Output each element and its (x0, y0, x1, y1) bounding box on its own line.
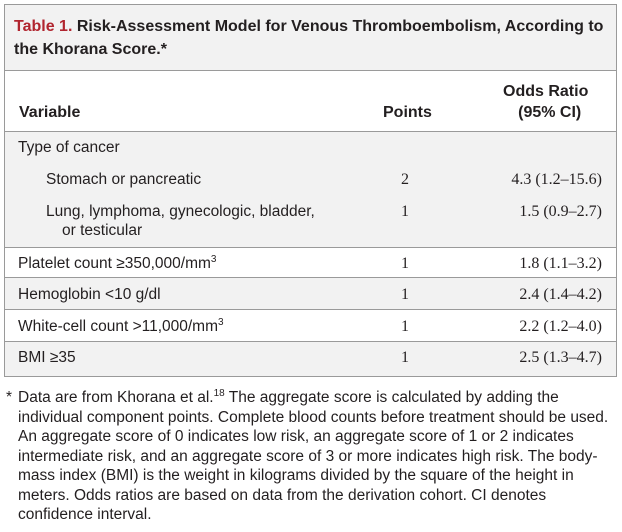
row-points-platelet: 1 (401, 255, 409, 272)
row-or-lung: 1.5 (0.9–2.7) (519, 203, 602, 220)
row-or-white-cell: 2.2 (1.2–4.0) (519, 318, 602, 335)
row-label-platelet: Platelet count $\ge 350,000/mm^3$ (18, 253, 217, 272)
footnote-text: Data are from Khorana et al.$^{18}$ The aggregate score is calculated by adding the individual component points. Complete blood counts before treatment should be used. An aggregate score of 0 indicates low risk, an aggregate score of 1 or 2 indicates intermediate risk, and an aggregate score of 3 or more indicates high risk. The body-mass index (BMI) is the weight in kilograms divided by the square of the height in meters. Odds ratios are based on data from the derivation cohort. CI denotes confidence interval. (18, 387, 609, 523)
row-points-hemoglobin: 1 (401, 286, 409, 303)
row-label-hemoglobin: Hemoglobin <10 g/dl (18, 286, 161, 303)
column-header-variable: Variable (19, 104, 81, 121)
row-points-white-cell: 1 (401, 318, 409, 335)
row-or-platelet: 1.8 (1.1–3.2) (519, 255, 602, 272)
row-or-bmi: 2.5 (1.3–4.7) (519, 349, 602, 366)
row-points-bmi: 1 (401, 349, 409, 366)
row-points-lung: 1 (401, 203, 409, 220)
row-label-lung-line1: Lung, lymphoma, gynecologic, bladder, (46, 203, 315, 220)
table-title (14, 15, 604, 61)
table-row-hemoglobin (5, 278, 616, 310)
row-label-type-of-cancer: Type of cancer (18, 139, 120, 156)
table-footnote (6, 388, 612, 525)
table-title-band (5, 5, 616, 71)
column-header-odds-ratio (503, 81, 588, 123)
table-row-white-cell (5, 310, 616, 342)
footnote-marker: * (6, 389, 13, 406)
footnote-reference: 18 (213, 387, 225, 399)
column-header-points: Points (383, 104, 432, 121)
row-or-hemoglobin: 2.4 (1.4–4.2) (519, 286, 602, 303)
table-title-text: Risk-Assessment Model for Venous Thromboembolism, According to the Khorana Score.* (14, 18, 604, 58)
odds-ratio-header-line2: (95% CI) (518, 104, 582, 121)
row-label-bmi: BMI ≥35 (18, 349, 76, 366)
row-points-stomach: 2 (401, 171, 409, 188)
row-label-white-cell: White-cell count $>11,000/mm^3$ (18, 316, 224, 335)
row-or-stomach: 4.3 (1.2–15.6) (511, 171, 602, 188)
table-row-bmi (5, 342, 616, 376)
table-row-platelet (5, 248, 616, 278)
row-label-stomach: Stomach or pancreatic (46, 171, 202, 188)
table-frame (4, 4, 617, 377)
row-label-lung-line2: or testicular (62, 222, 143, 239)
odds-ratio-header-line1: Odds Ratio (503, 83, 589, 100)
table-label: Table 1. (14, 18, 73, 35)
table-row-group-cancer (5, 132, 616, 248)
